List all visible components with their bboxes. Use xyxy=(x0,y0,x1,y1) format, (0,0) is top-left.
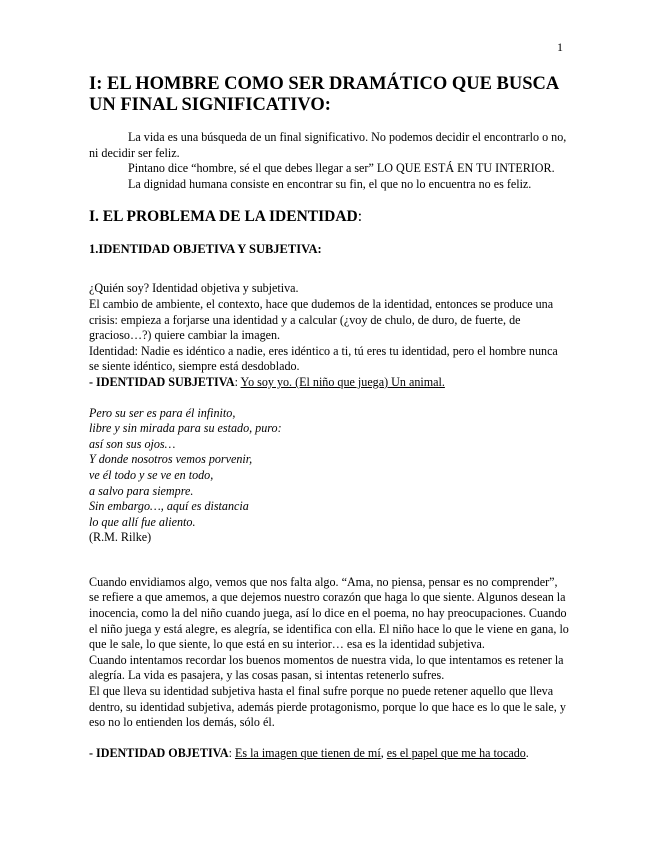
objective-identity-line xyxy=(89,746,569,762)
page-title: I: EL HOMBRE COMO SER DRAMÁTICO QUE BUSCA UN FINAL SIGNIFICATIVO: xyxy=(89,74,559,115)
objective-identity-period: . xyxy=(525,745,529,760)
identity-paragraph: Identidad: Nadie es idéntico a nadie, eres idéntico a ti, tú eres tu identidad, pero el hombre nunca se siente idéntico, siempre está desdoblado. xyxy=(89,343,558,374)
poem-line: así son sus ojos… xyxy=(89,436,176,451)
objective-identity-text-1: Es la imagen que tienen de mí xyxy=(234,745,381,760)
subjective-identity-colon: : xyxy=(234,374,241,389)
objective-identity-colon: : xyxy=(228,745,235,760)
poem-line: Y donde nosotros vemos porvenir, xyxy=(89,452,253,467)
intro-paragraph-3: La dignidad humana consiste en encontrar su fin, el que no lo encuentra no es feliz. xyxy=(128,176,532,191)
objective-identity-label: - IDENTIDAD OBJETIVA xyxy=(89,745,229,760)
poem-author: (R.M. Rilke) xyxy=(89,530,152,545)
envy-paragraph: Cuando envidiamos algo, vemos que nos falta algo. “Ama, no piensa, pensar es no comprender”, se refiere a que amemos, a que dejemos nuestro corazón que haga lo que siente. Algunos desean la inocencia, como la del niño cuando juega, así lo dice en el poema, no hay preocupaciones. Cuando el niño juega y está alegre, es alegría, se identifica con ella. El niño hace lo que le viene en gana, lo que le sale, lo que siente, lo que está en su interior… esa es la identidad subjetiva. xyxy=(89,574,569,652)
poem-line: Sin embargo…, aquí es distancia xyxy=(89,499,249,514)
poem-line: a salvo para siempre. xyxy=(89,483,194,498)
section-title-colon: : xyxy=(357,208,363,226)
subjective-identity-line xyxy=(89,375,569,391)
objective-identity-comma: , xyxy=(380,745,387,760)
carry-paragraph: El que lleva su identidad subjetiva hasta el final sufre porque no puede retener aquello que lleva dentro, su identidad subjetiva, además pierde protagonismo, porque lo que hace es lo que le sale, y eso no lo entienden los demás, sólo él. xyxy=(89,684,566,730)
intro-paragraph-1: La vida es una búsqueda de un final significativo. No podemos decidir el encontrarlo o no, ni decidir ser feliz. xyxy=(89,130,567,160)
subjective-identity-text: Yo soy yo. (El niño que juega) Un animal. xyxy=(240,374,445,389)
subsection-title: 1.IDENTIDAD OBJETIVA Y SUBJETIVA: xyxy=(89,242,322,257)
poem-line: lo que allí fue aliento. xyxy=(89,514,196,529)
poem-line: libre y sin mirada para su estado, puro: xyxy=(89,421,282,436)
section-title xyxy=(89,207,569,226)
poem-line: Pero su ser es para él infinito, xyxy=(89,405,236,420)
document-body xyxy=(89,74,569,761)
memories-paragraph: Cuando intentamos recordar los buenos momentos de nuestra vida, lo que intentamos es retener la alegría. La vida es pasajera, y las cosas pasan, si intentas retenerlo sufres. xyxy=(89,652,564,683)
subjective-identity-label: - IDENTIDAD SUBJETIVA xyxy=(89,374,235,389)
objective-identity-text-2: es el papel que me ha tocado xyxy=(386,745,526,760)
intro-paragraph-2: Pintano dice “hombre, sé el que debes llegar a ser” LO QUE ESTÁ EN TU INTERIOR. xyxy=(128,161,555,176)
section-title-text: I. EL PROBLEMA DE LA IDENTIDAD xyxy=(89,208,358,226)
question-paragraph: ¿Quién soy? Identidad objetiva y subjetiva. xyxy=(89,281,299,296)
poem xyxy=(89,406,569,546)
poem-line: ve él todo y se ve en todo, xyxy=(89,467,214,482)
page-number: 1 xyxy=(557,40,563,54)
change-paragraph: El cambio de ambiente, el contexto, hace que dudemos de la identidad, entonces se produce una crisis: empieza a forjarse una identidad y a calcular (¿voy de chulo, de duro, de fuerte, de gracioso…?) quiere cambiar la imagen. xyxy=(89,296,554,343)
